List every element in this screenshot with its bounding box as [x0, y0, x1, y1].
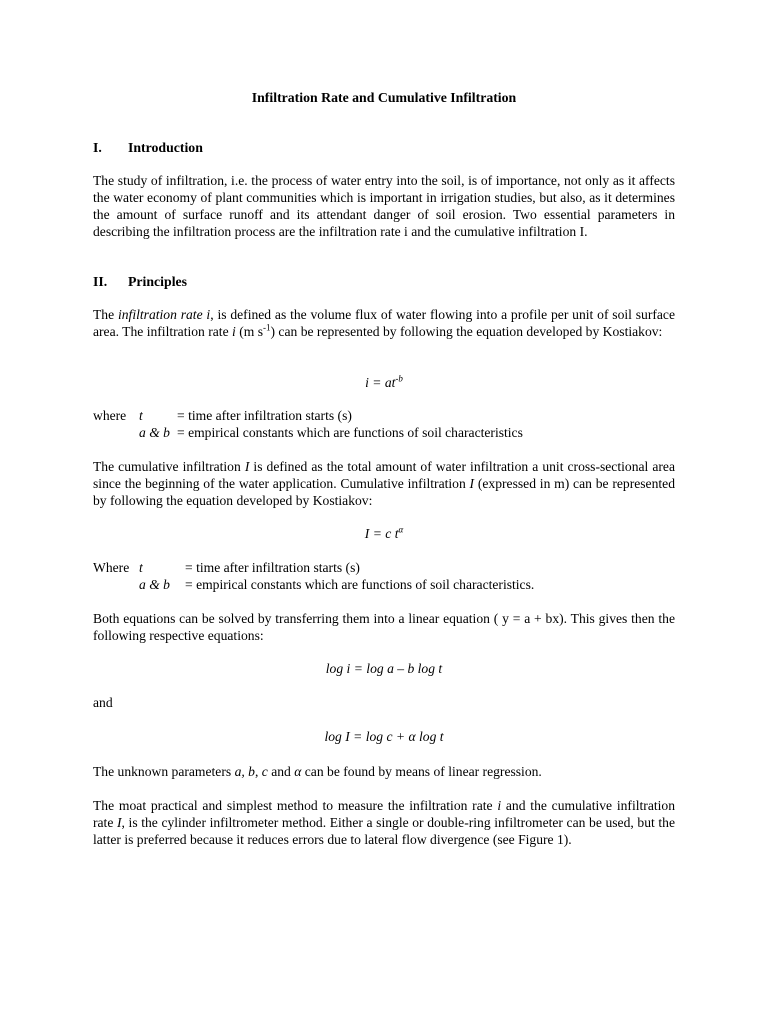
unknown-parameters-paragraph: [93, 763, 675, 780]
text-run: ,: [254, 764, 262, 779]
infiltration-rate-paragraph: [93, 306, 675, 340]
text-run: The: [93, 307, 118, 322]
section-title: Principles: [128, 274, 188, 289]
symbol-t: t: [139, 560, 143, 575]
text-run: and: [267, 764, 295, 779]
equation-cumulative-infiltration: [0, 525, 768, 542]
section-heading-introduction: [93, 139, 203, 156]
symbol-i: i: [497, 798, 502, 813]
section-number: II.: [93, 274, 108, 289]
where-label: Where: [93, 560, 130, 575]
section-number: I.: [93, 140, 102, 155]
equation-body: I = c t: [364, 526, 399, 541]
document-title: Infiltration Rate and Cumulative Infiltration: [251, 90, 517, 105]
definition-text: = time after infiltration starts (s): [177, 408, 352, 423]
and-text: and: [93, 695, 113, 710]
text-run: is defined as the total amount of water infiltration a unit cross-sectional area since the beginning of the water application. Cumulative infiltration: [93, 459, 675, 491]
linear-equation-paragraph: Both equations can be solved by transferring them into a linear equation ( y = a + bx). This gives then the following respective equations:: [93, 611, 675, 643]
symbol-a-b: a & b: [139, 425, 170, 440]
definition-row: [93, 407, 675, 424]
cumulative-infiltration-paragraph: [93, 458, 675, 509]
equation-exponent: -b: [395, 373, 403, 384]
text-run: , is the cylinder infiltrometer method. Either a single or double-ring infiltrometer can be used, but the latter is preferred because it reduces errors due to lateral flow divergence (see Figure 1).: [93, 815, 675, 847]
text-run: (expressed in m) can be represented by following the equation developed by Kostiakov:: [93, 476, 675, 508]
definition-row: [93, 424, 675, 441]
equation-exponent: α: [398, 524, 404, 535]
text-run: The moat practical and simplest method to measure the infiltration rate: [93, 798, 498, 813]
text-run: ) can be represented by following the equation developed by Kostiakov:: [270, 324, 663, 339]
symbol-a-b: a & b: [139, 577, 170, 592]
text-run: (m s: [235, 324, 263, 339]
text-run: , is defined as the volume flux of water flowing into a profile per unit of soil surface area. The infiltration rate: [93, 307, 675, 339]
definition-text: = empirical constants which are functions of soil characteristics: [177, 425, 523, 440]
symbol-i: i: [232, 324, 236, 339]
equation-log-cumulative-infiltration: log I = log c + α log t: [324, 729, 444, 744]
symbol-I: I: [469, 476, 475, 491]
symbol-t: t: [139, 408, 143, 423]
symbol-I: I: [244, 459, 250, 474]
measurement-method-paragraph: [93, 797, 675, 848]
definition-text: = time after infiltration starts (s): [185, 560, 360, 575]
text-run: and the cumulative infiltration rate: [93, 798, 675, 830]
variable-definitions-2: [93, 559, 675, 593]
where-label: where: [93, 408, 127, 423]
definition-row: [93, 559, 675, 576]
variable-definitions-1: [93, 407, 675, 441]
symbol-I: I: [117, 815, 122, 830]
definition-text: = empirical constants which are functions of soil characteristics.: [185, 577, 535, 592]
text-run: The unknown parameters: [93, 764, 235, 779]
definition-row: [93, 576, 675, 593]
symbol-alpha: α: [294, 764, 302, 779]
equation-body: i = at: [365, 375, 396, 390]
equation-log-infiltration-rate: log i = log a – b log t: [325, 661, 443, 676]
text-run: can be found by means of linear regression.: [301, 764, 542, 779]
symbol-c: c: [261, 764, 268, 779]
equation-infiltration-rate: [0, 374, 768, 391]
section-heading-principles: [93, 273, 187, 290]
section-title: Introduction: [128, 140, 203, 155]
term-infiltration-rate: infiltration rate i: [117, 307, 211, 322]
symbol-a-b: a, b: [234, 764, 255, 779]
text-run: The cumulative infiltration: [93, 459, 245, 474]
intro-paragraph: The study of infiltration, i.e. the process of water entry into the soil, is of importance, not only as it affects the water economy of plant communities which is important in irrigation studies, but also, as it determines the amount of surface runoff and its attendant danger of soil erosion. Two essential parameters in describing the infiltration process are the infiltration rate i and the cumulative infiltration I.: [93, 173, 675, 239]
superscript: -1: [263, 322, 271, 333]
